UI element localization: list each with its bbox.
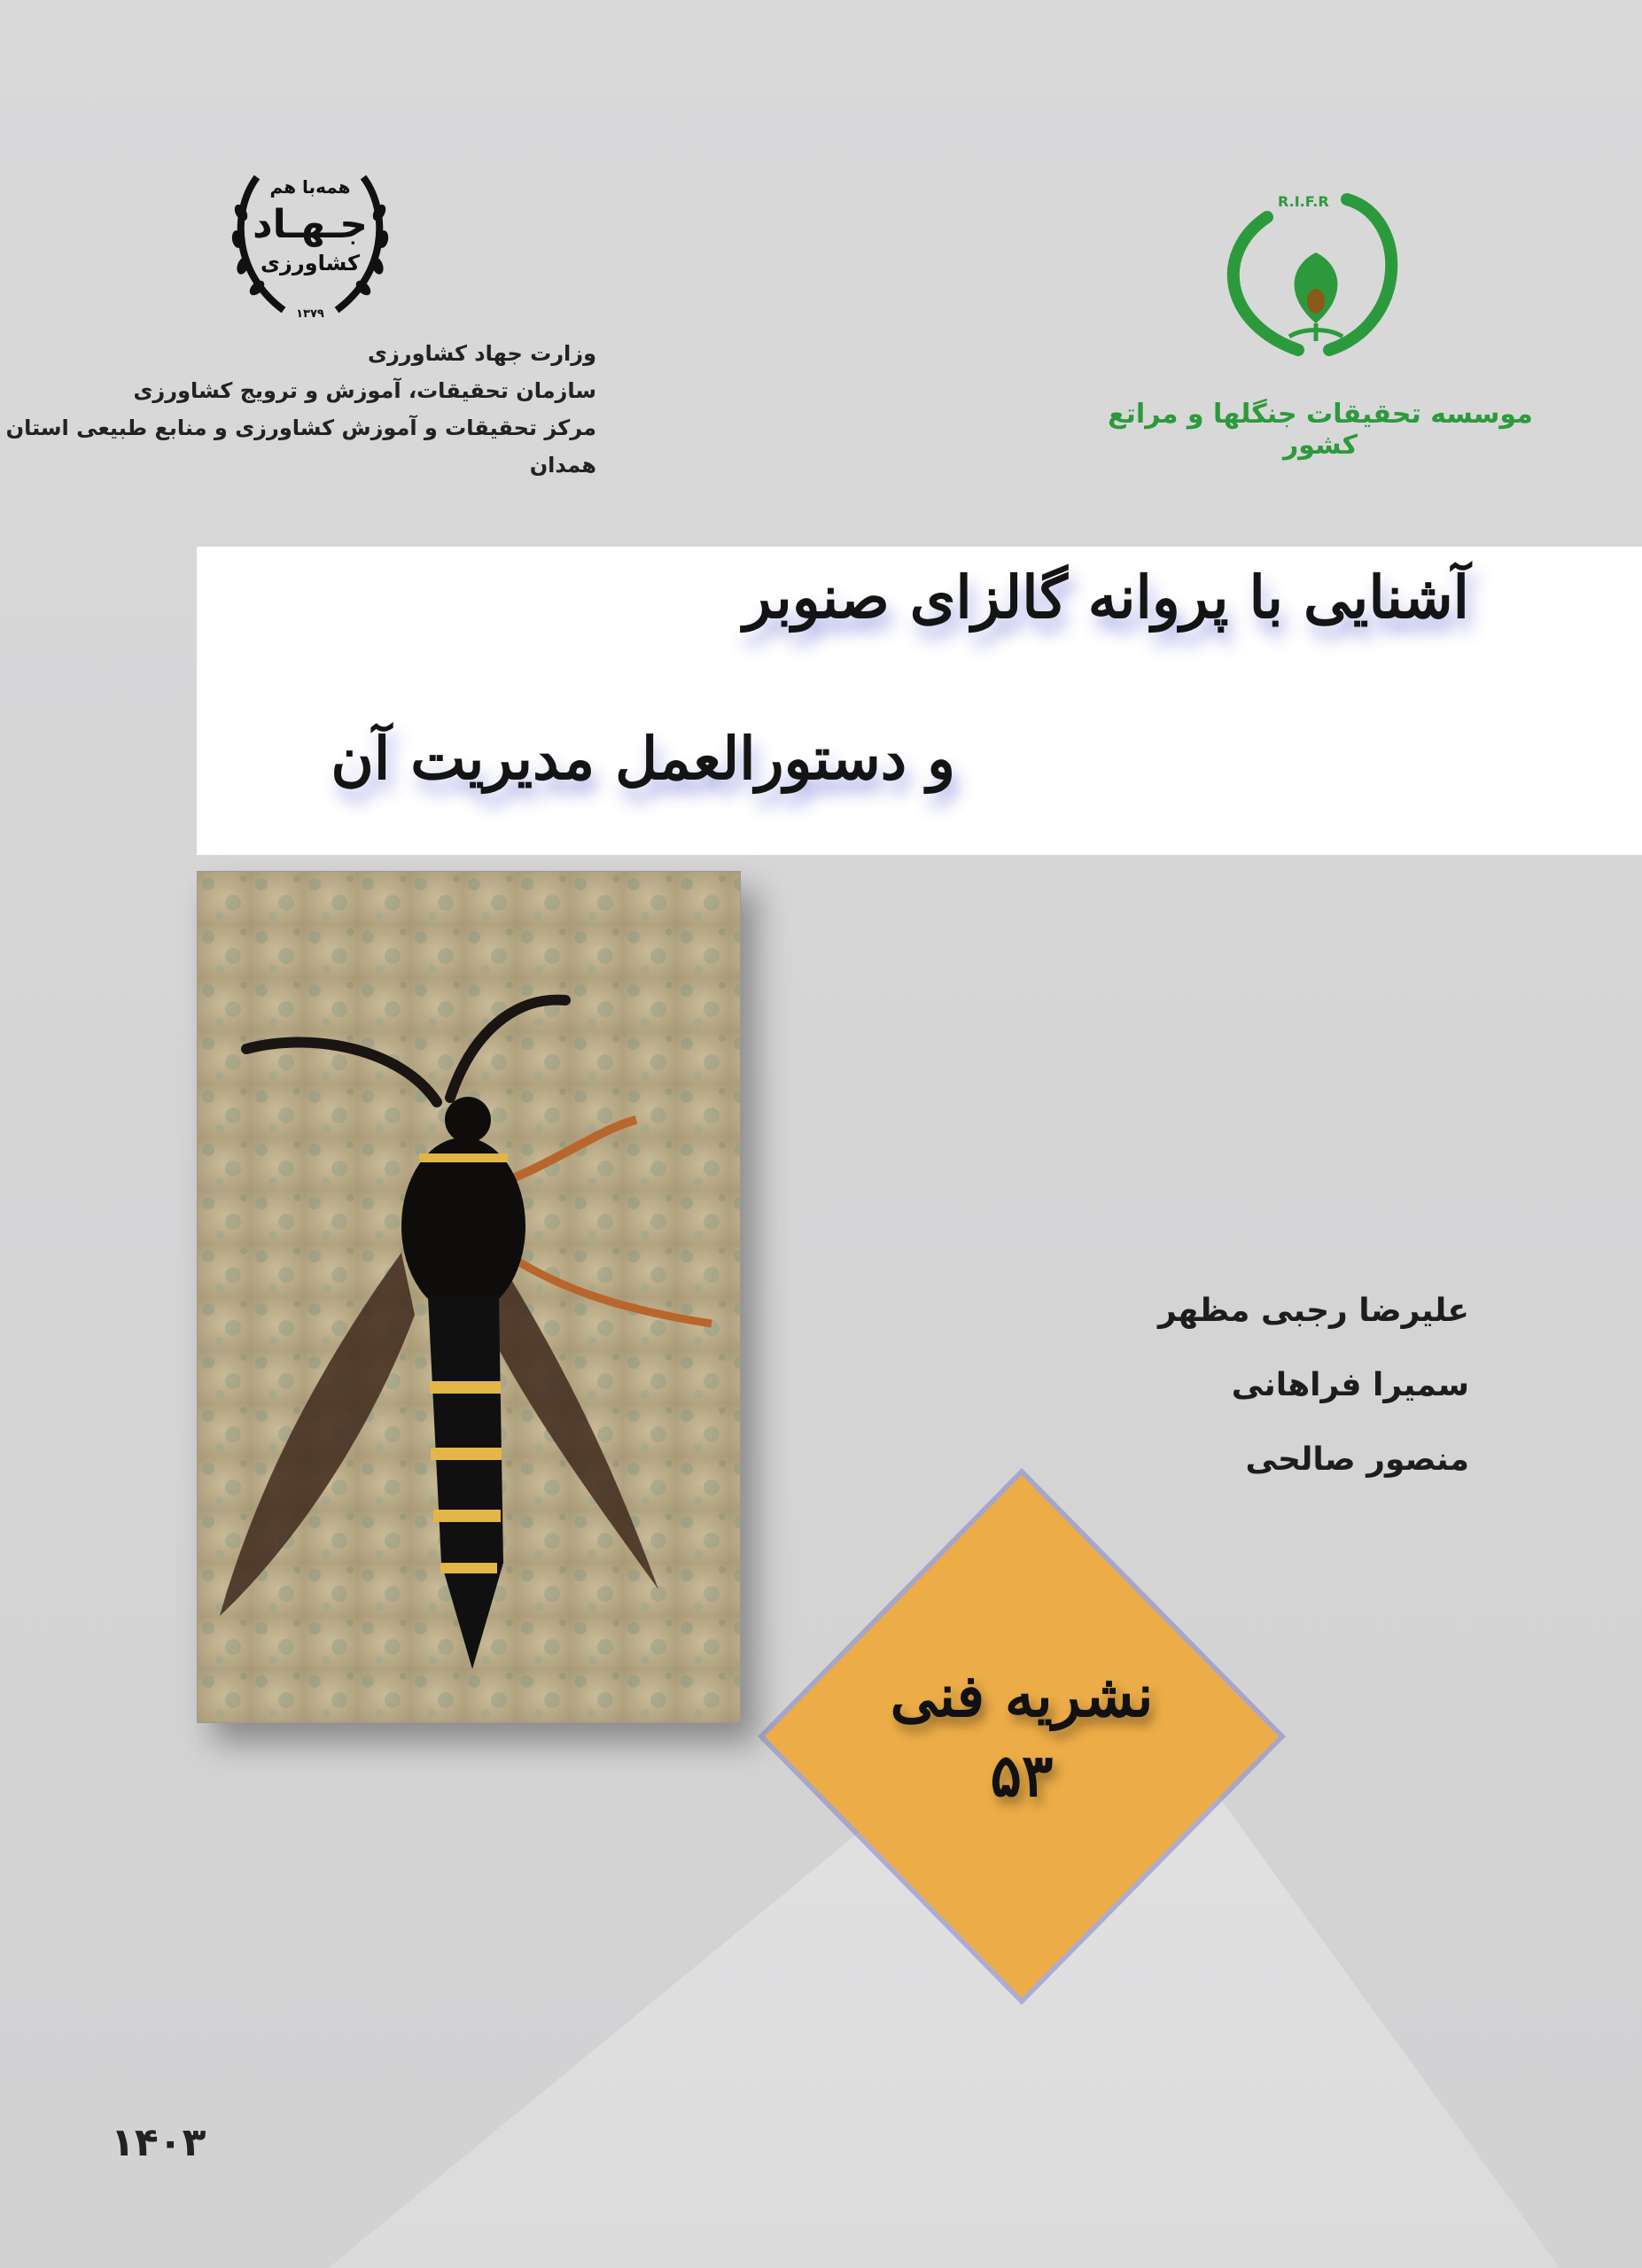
clearwing-moth-photo: [197, 871, 741, 1723]
jahad-keshavarzi-logo-icon: [222, 151, 399, 328]
author-name: منصور صالحی: [1245, 1441, 1469, 1478]
rifr-leaf-logo-icon: [1214, 182, 1418, 368]
authors-list: [1158, 1274, 1469, 1497]
ministry-block: [0, 335, 596, 484]
series-diamond: [765, 1475, 1279, 1998]
rifr-institute-name: موسسه تحقیقات جنگلها و مراتع کشور: [1108, 399, 1533, 461]
series-number: ۵۳: [990, 1741, 1054, 1810]
title-band: [197, 547, 1642, 855]
publication-year: ۱۴۰۳: [111, 2120, 206, 2165]
ministry-line-1: وزارت جهاد کشاورزی: [367, 341, 596, 366]
ministry-line-2: سازمان تحقیقات، آموزش و ترویج کشاورزی: [133, 378, 596, 403]
series-label: نشریه فنی: [890, 1661, 1154, 1730]
ministry-line-3: مرکز تحقیقات و آموزش کشاورزی و منابع طبیعی استان همدان: [5, 416, 596, 478]
moth-illustration-icon: [198, 872, 740, 1722]
author-name: سمیرا فراهانی: [1231, 1367, 1469, 1403]
title-line-2: و دستورالعمل مدیریت آن: [331, 724, 955, 793]
jahad-logo-bottom-text: کشاورزی: [261, 251, 360, 276]
title-line-1: آشنایی با پروانه گالزای صنوبر: [743, 563, 1469, 632]
series-diamond-shape: [765, 1475, 1279, 1998]
jahad-logo-top-text: همه‌با هم: [269, 176, 351, 198]
rifr-abbr: R.I.F.R: [1278, 193, 1329, 210]
jahad-logo-main-text: جـهـاد: [253, 202, 368, 247]
jahad-logo-year-text: ۱۳۷۹: [296, 307, 324, 321]
author-name: علیرضا رجبی مظهر: [1157, 1293, 1469, 1329]
